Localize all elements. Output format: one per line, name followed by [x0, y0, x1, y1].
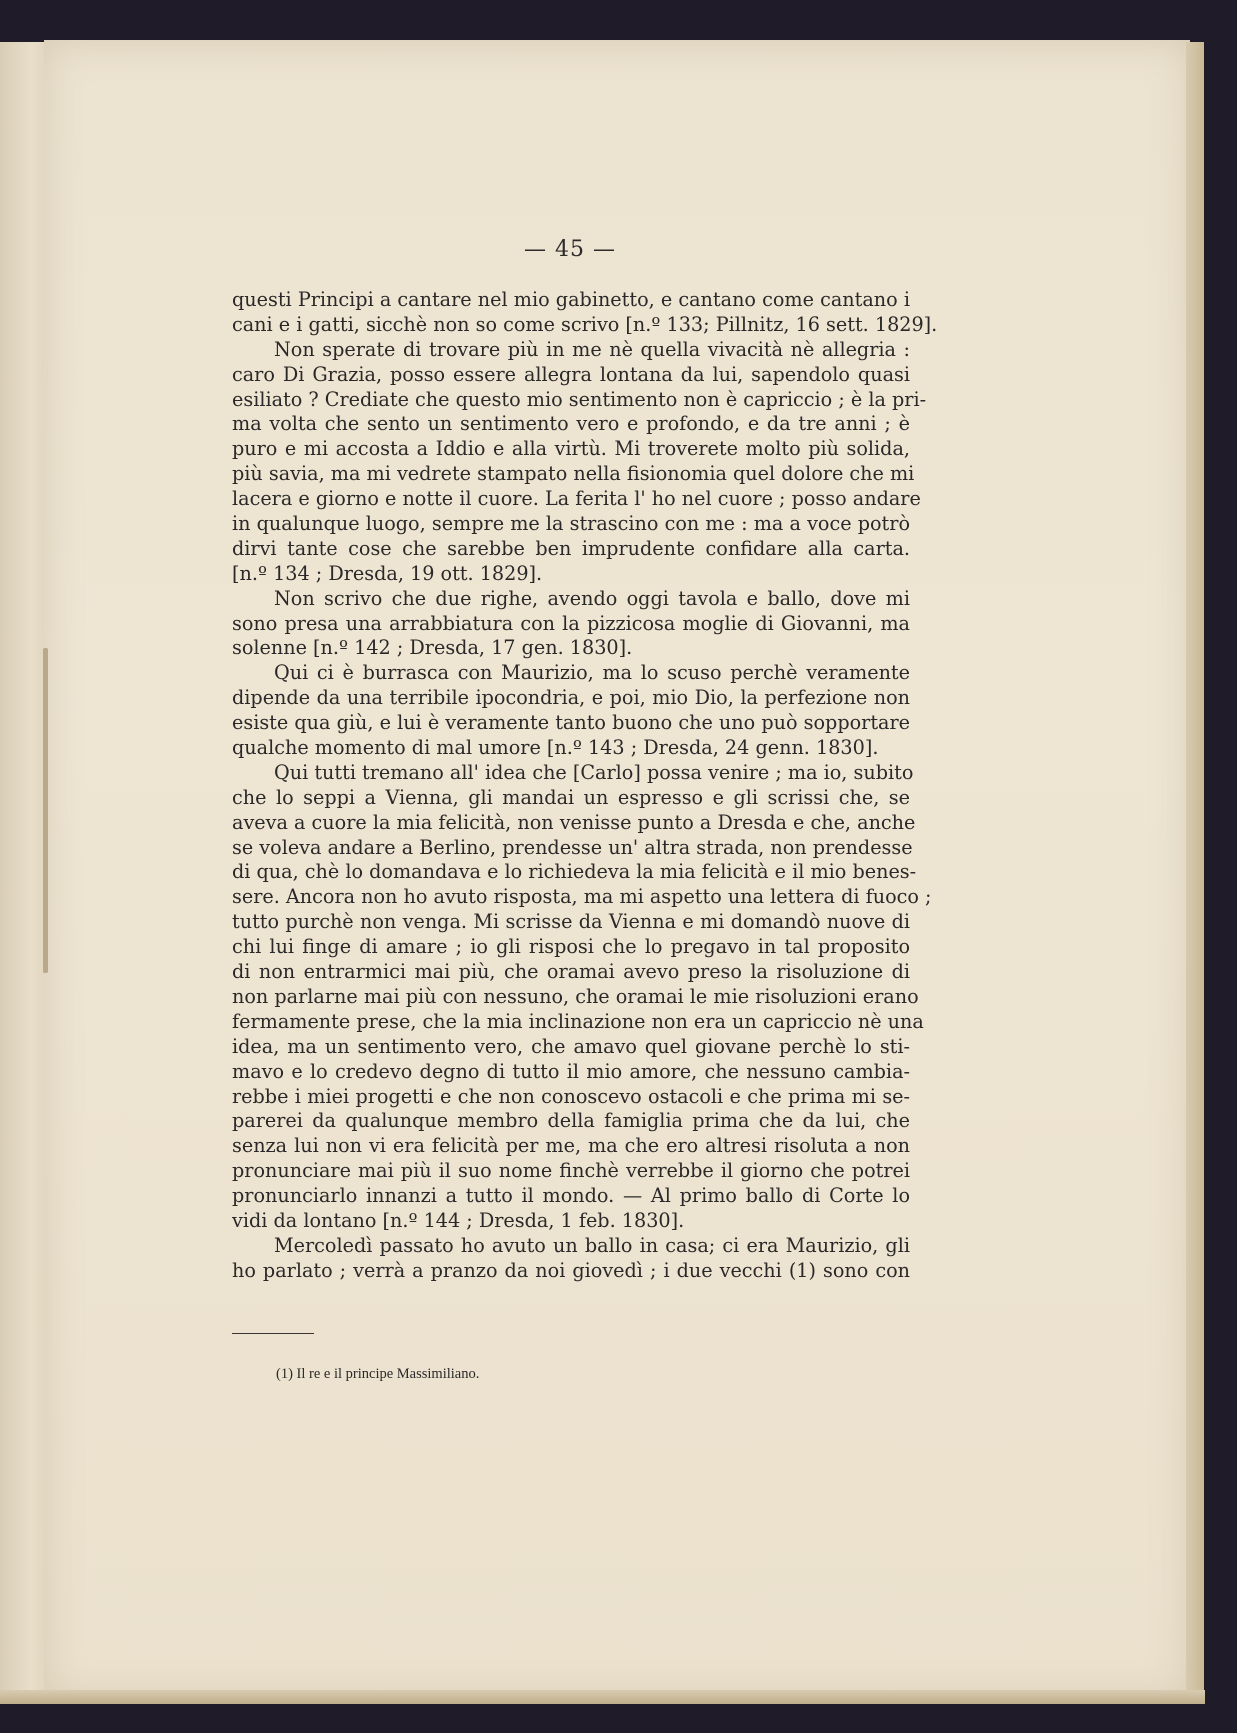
text-line: chi lui finge di amare ; io gli risposi che lo pregavo in tal proposito: [232, 935, 910, 959]
text-line: esiste qua giù, e lui è veramente tanto buono che uno può sopportare: [232, 711, 910, 735]
text-line: dirvi tante cose che sarebbe ben imprudente confidare alla carta.: [232, 536, 910, 560]
text-line: aveva a cuore la mia felicità, non venisse punto a Dresda e che, anche: [232, 810, 916, 834]
text-line: che lo seppi a Vienna, gli mandai un espresso e gli scrissi che, se: [232, 785, 910, 809]
text-line: ho parlato ; verrà a pranzo da noi giovedì ; i due vecchi (1) sono con: [232, 1258, 910, 1282]
text-line: tutto purchè non venga. Mi scrisse da Vienna e mi domandò nuove di: [232, 910, 910, 934]
text-line: sono presa una arrabbiatura con la pizzicosa moglie di Giovanni, ma: [232, 611, 910, 635]
text-line: Qui ci è burrasca con Maurizio, ma lo scuso perchè veramente: [274, 661, 910, 685]
text-line: Mercoledì passato ho avuto un ballo in casa; ci era Maurizio, gli: [274, 1233, 910, 1257]
text-line: vidi da lontano [n.º 144 ; Dresda, 1 feb. 1830].: [232, 1208, 685, 1232]
text-line: solenne [n.º 142 ; Dresda, 17 gen. 1830].: [232, 636, 633, 660]
text-line: in qualunque luogo, sempre me la strascino con me : ma a voce potrò: [232, 512, 910, 536]
text-line: senza lui non vi era felicità per me, ma che ero altresi risoluta a non: [232, 1134, 910, 1158]
text-line: caro Di Grazia, posso essere allegra lontana da lui, sapendolo quasi: [232, 362, 910, 386]
text-line: questi Principi a cantare nel mio gabinetto, e cantano come cantano i: [232, 288, 910, 311]
text-line: rebbe i miei progetti e che non conoscevo ostacoli e che prima mi se-: [232, 1084, 910, 1108]
footnote-rule: [232, 1333, 314, 1334]
binding-mark: [43, 648, 48, 973]
text-line: cani e i gatti, sicchè non so come scrivo [n.º 133; Pillnitz, 16 sett. 1829].: [232, 312, 938, 336]
text-line: puro e mi accosta a Iddio e alla virtù. Mi troverete molto più solida,: [232, 437, 910, 461]
text-line: lacera e giorno e notte il cuore. La ferita l' ho nel cuore ; posso andare: [232, 487, 921, 511]
text-line: [n.º 134 ; Dresda, 19 ott. 1829].: [232, 561, 543, 585]
text-line: più savia, ma mi vedrete stampato nella fisionomia quel dolore che mi: [232, 462, 915, 486]
footnote: (1) Il re e il principe Massimiliano.: [276, 1366, 480, 1382]
text-line: non parlarne mai più con nessuno, che oramai le mie risoluzioni erano: [232, 984, 919, 1008]
text-line: fermamente prese, che la mia inclinazione non era un capriccio nè una: [232, 1009, 924, 1033]
text-line: mavo e lo credevo degno di tutto il mio amore, che nessuno cambia-: [232, 1059, 910, 1083]
text-line: se voleva andare a Berlino, prendesse un' altra strada, non prendesse: [232, 835, 913, 859]
text-line: di qua, chè lo domandava e lo richiedeva la mia felicità e il mio benes-: [232, 860, 917, 884]
text-line: pronunciare mai più il suo nome finchè verrebbe il giorno che potrei: [232, 1159, 910, 1183]
text-line: parerei da qualunque membro della famiglia prima che da lui, che: [232, 1109, 910, 1133]
text-line: Non sperate di trovare più in me nè quella vivacità nè allegria :: [274, 337, 910, 361]
text-line: di non entrarmici mai più, che oramai avevo preso la risoluzione di: [232, 960, 910, 984]
text-line: Non scrivo che due righe, avendo oggi tavola e ballo, dove mi: [274, 586, 910, 610]
text-line: idea, ma un sentimento vero, che amavo quel giovane perchè lo sti-: [232, 1034, 910, 1058]
body-text: [232, 288, 938, 1284]
text-line: ma volta che sento un sentimento vero e profondo, e da tre anni ; è: [232, 412, 910, 436]
text-line: esiliato ? Crediate che questo mio sentimento non è capriccio ; è la pri-: [232, 387, 927, 411]
text-line: qualche momento di mal umore [n.º 143 ; Dresda, 24 genn. 1830].: [232, 736, 879, 760]
text-line: Qui tutti tremano all' idea che [Carlo] possa venire ; ma io, subito: [274, 760, 914, 784]
text-line: pronunciarlo innanzi a tutto il mondo. — Al primo ballo di Corte lo: [232, 1184, 910, 1208]
text-line: dipende da una terribile ipocondria, e poi, mio Dio, la perfezione non: [232, 686, 910, 710]
text-line: sere. Ancora non ho avuto risposta, ma mi aspetto una lettera di fuoco ;: [232, 885, 932, 909]
page-edge-bottom: [0, 1690, 1205, 1704]
page-number: — 45 —: [524, 237, 616, 262]
page-edge-right: [1186, 42, 1204, 1702]
